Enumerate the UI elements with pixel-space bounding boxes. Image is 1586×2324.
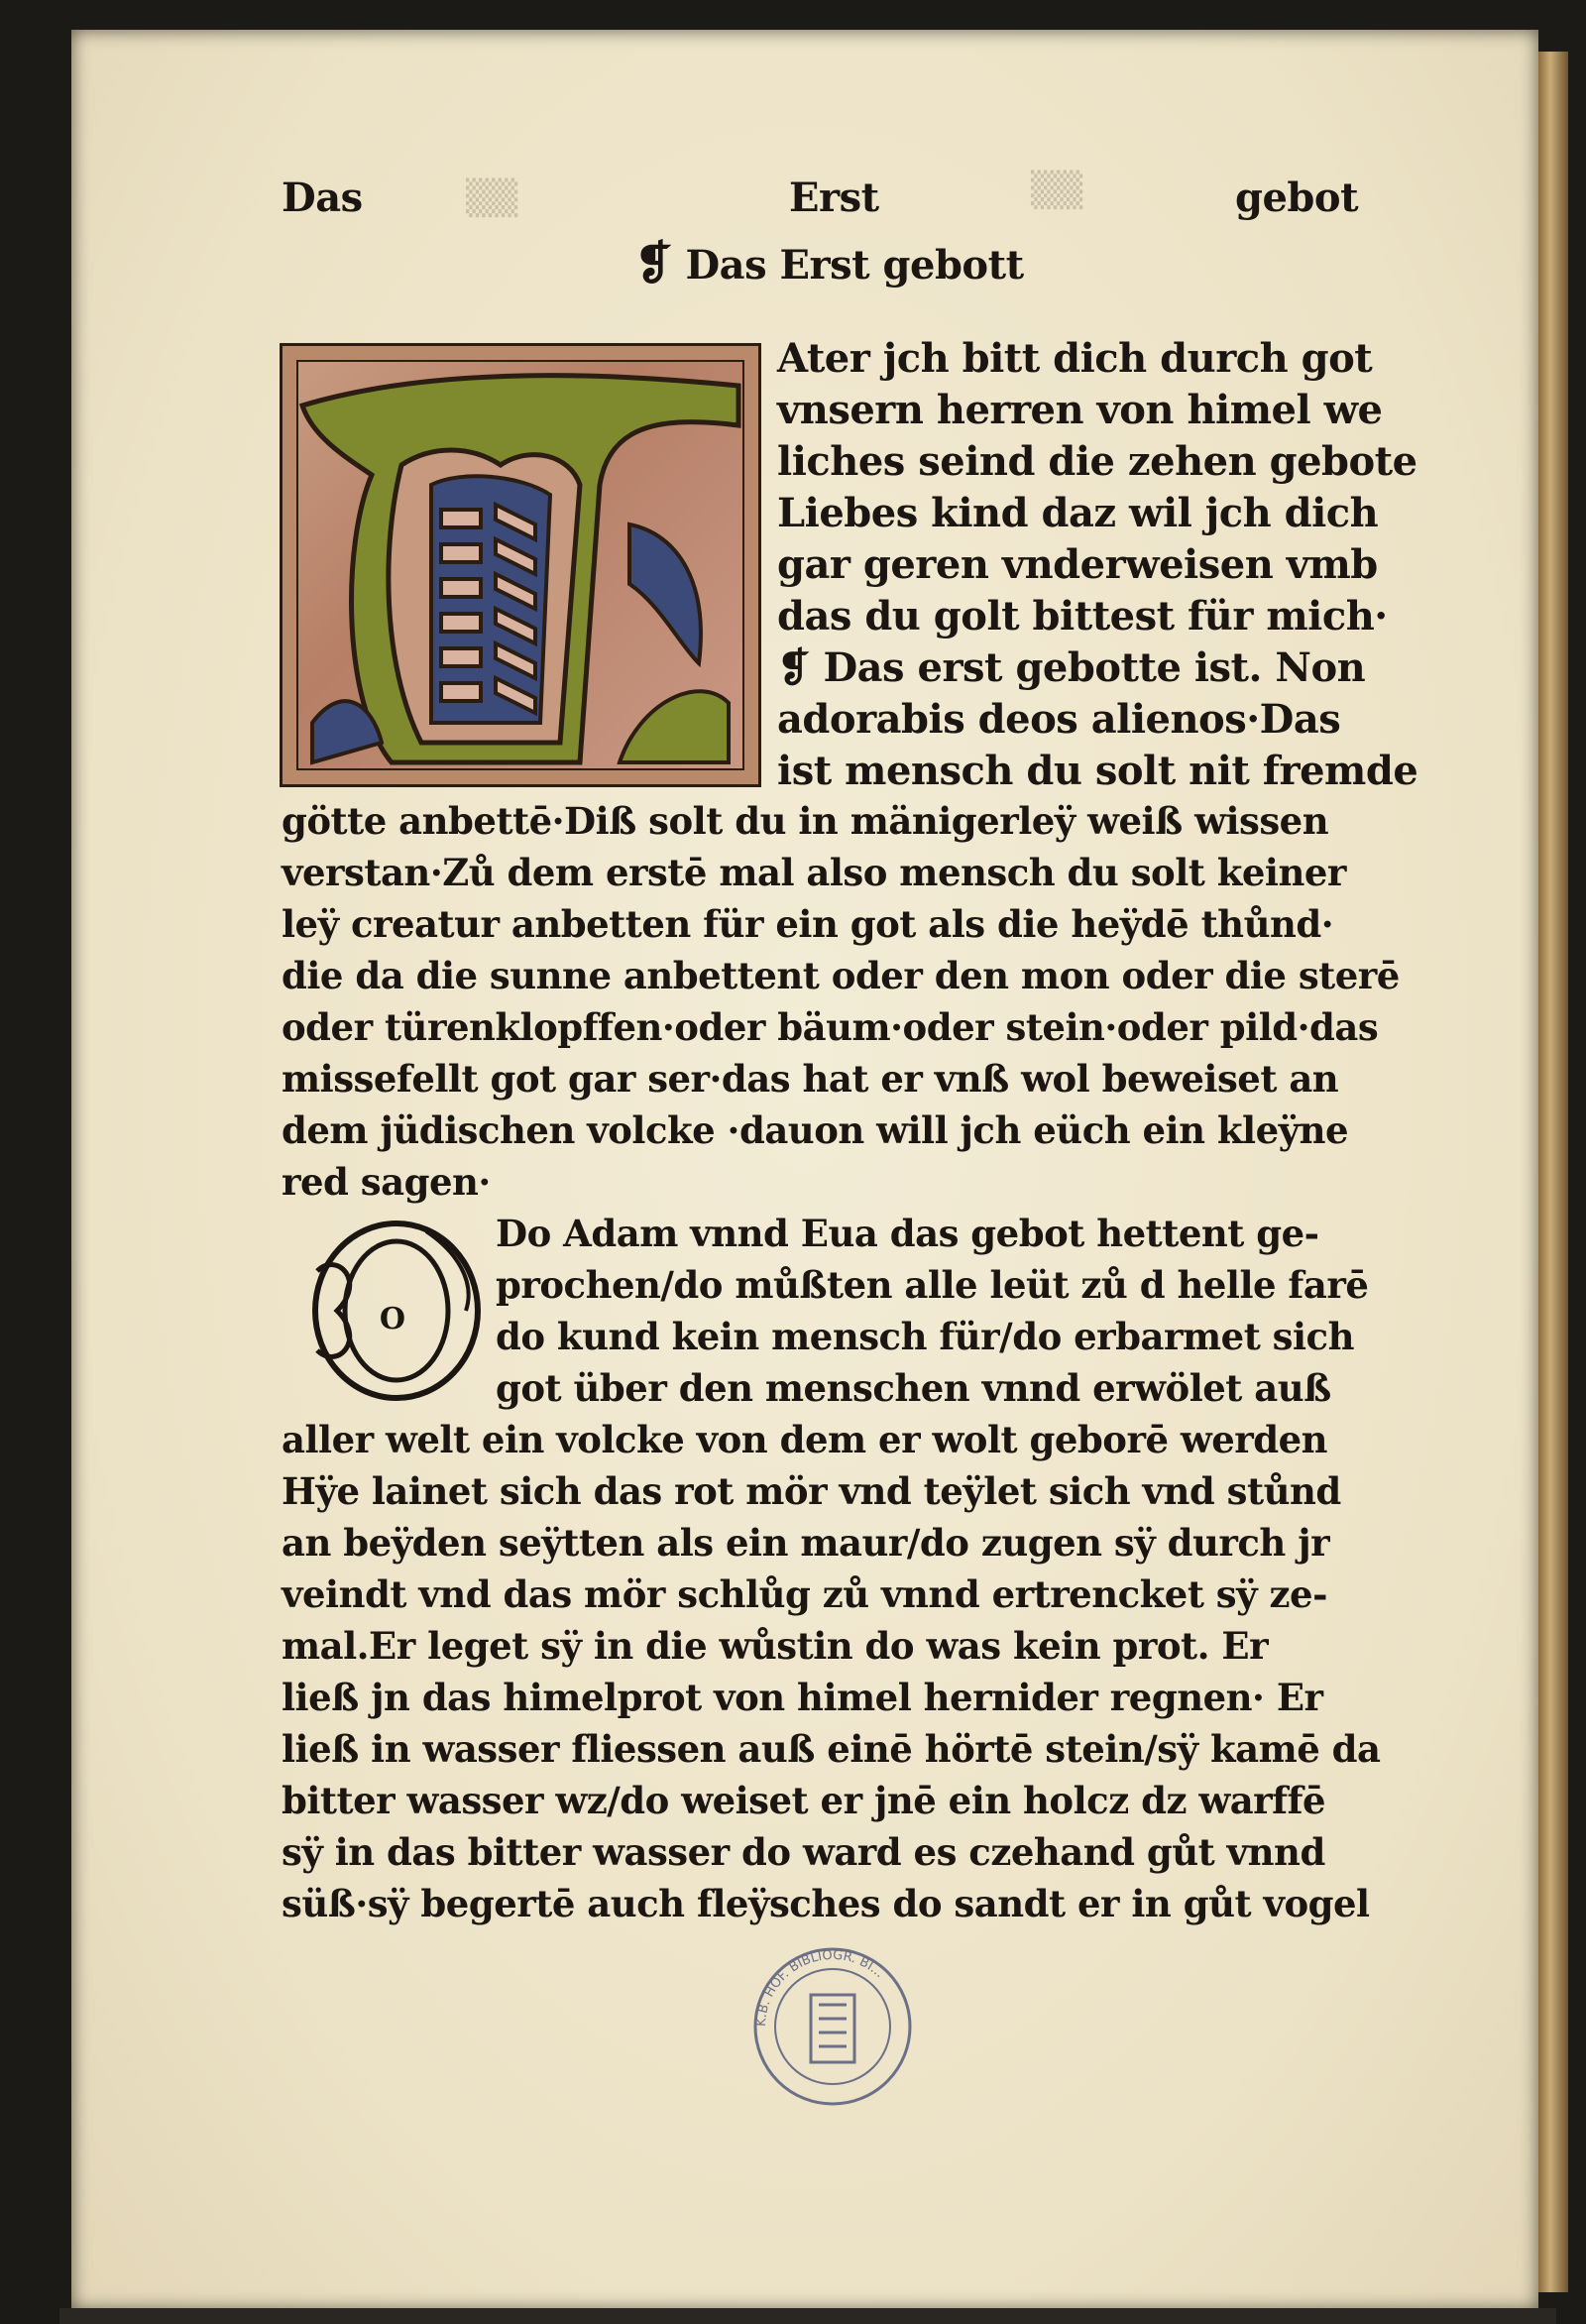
initial-v-artwork [283,346,758,784]
running-header-right: gebot [1235,174,1359,221]
text-line: Do Adam vnnd Eua das gebot hettent ge- [496,1212,1319,1255]
text-line: Hÿe lainet sich das rot mör vnd teÿlet sich vnd stůnd [282,1469,1341,1513]
text-line: das du golt bittest für mich· [777,593,1388,639]
text-line: liches seind die zehen gebote [777,438,1417,485]
text-line: Liebes kind daz wil jch dich [777,490,1379,536]
text-line: red sagen· [282,1160,491,1204]
text-line: süß·sÿ begertē auch fleÿsches do sandt er in gůt vogel [282,1882,1370,1925]
text-line: an beÿden seÿtten als ein maur/do zugen sÿ durch jr [282,1521,1330,1565]
text-line: oder türenklopffen·oder bäum·oder stein·oder pild·das [282,1005,1379,1049]
text-line: gar geren vnderweisen vmb [777,541,1378,588]
chapter-title-text: Das Erst gebott [685,242,1024,289]
text-line: do kund kein mensch für/do erbarmet sich [496,1315,1354,1358]
text-line: verstan·Zů dem erstē mal also mensch du solt keiner [282,851,1346,894]
initial-o-letter: O [379,1302,406,1336]
text-line: götte anbettē·Diß solt du in mänigerleÿ weiß wissen [282,799,1329,843]
text-line: missefellt got gar ser·das hat er vnß wol beweiset an [282,1057,1339,1101]
decorated-initial-o [297,1212,488,1406]
stamp-text: K.B. HOF. BIBLIOGR. BI... [753,1947,887,2028]
text-line: mal.Er leget sÿ in die wůstin do was kein prot. Er [282,1624,1269,1668]
running-header-left: Das [282,174,363,221]
text-line: leÿ creatur anbetten für ein got als die heÿdē thůnd· [282,902,1334,946]
running-header-center: Erst [789,174,879,221]
text-line: Ater jch bitt dich durch got [777,335,1373,382]
page-edge-bottom [59,2308,1556,2324]
text-line: die da die sunne anbettent oder den mon oder die sterē [282,954,1400,997]
text-line: ließ in wasser fliessen auß einē hörtē stein/sÿ kamē da [282,1727,1381,1771]
chapter-title [634,236,1024,290]
text-line: bitter wasser wz/do weiset er jnē ein holcz dz warffē [282,1779,1326,1822]
bleed-through-mark: ▒▒ [1031,171,1083,210]
text-line: sÿ in das bitter wasser do ward es czehand gůt vnnd [282,1830,1325,1874]
page-edge-right [1538,52,1568,2292]
text-line: ❡ Das erst gebotte ist. Non [777,644,1366,691]
text-line: aller welt ein volcke von dem er wolt geborē werden [282,1418,1328,1461]
text-line: vnsern herren von himel we [777,387,1383,433]
text-line: adorabis deos alienos·Das [777,696,1341,743]
text-line: dem jüdischen volcke ·dauon will jch eüch ein kleÿne [282,1108,1349,1152]
text-line: got über den menschen vnnd erwölet auß [496,1366,1331,1410]
text-line: veindt vnd das mör schlůg zů vnnd ertrencket sÿ ze- [282,1572,1327,1616]
library-stamp [749,1943,916,2110]
text-line: ließ jn das himelprot von himel hernider regnen· Er [282,1676,1323,1719]
bleed-through-mark: ▒▒ [466,178,518,218]
text-line: prochen/do můßten alle leüt zů d helle farē [496,1263,1369,1307]
decorated-initial-v [280,343,761,787]
text-line: ist mensch du solt nit fremde [777,748,1418,794]
pilcrow-icon: ❡ [634,236,673,290]
